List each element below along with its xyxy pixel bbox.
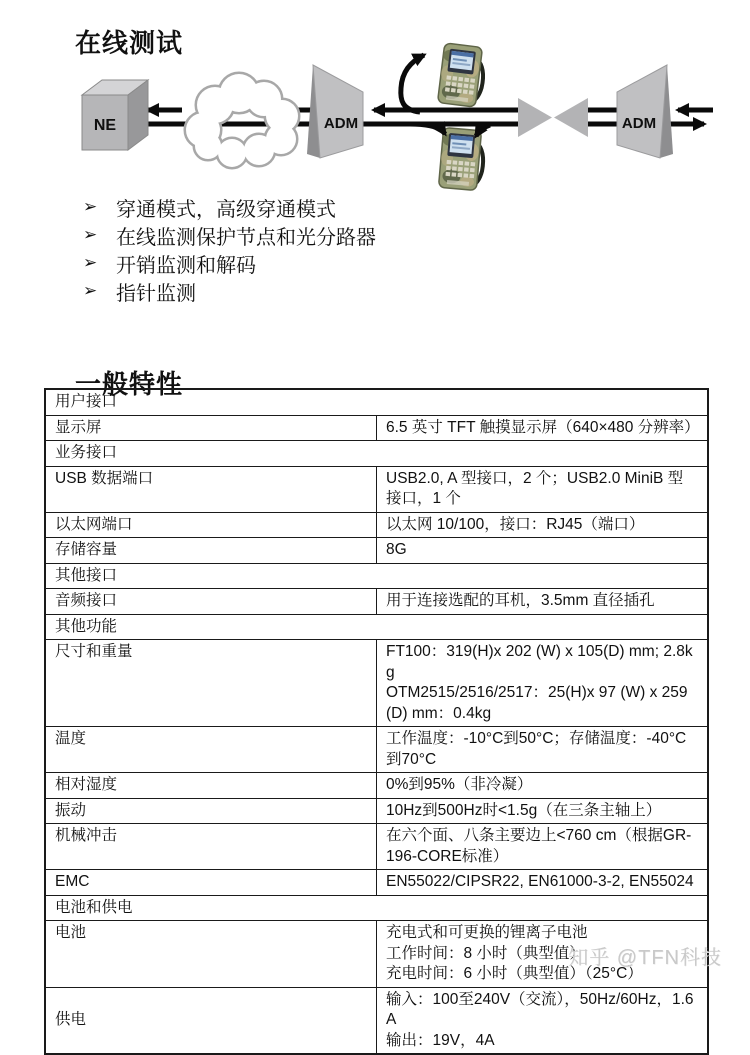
feature-text: 开销监测和解码: [116, 254, 256, 277]
feature-text: 穿通模式，高级穿通模式: [116, 198, 336, 221]
spec-value-line: 10Hz到500Hz时<1.5g（在三条主轴上）: [386, 801, 662, 819]
spec-label: 尺寸和重量: [45, 640, 377, 727]
spec-row: [45, 466, 708, 512]
adm-right-label: ADM: [621, 115, 657, 132]
topology-svg: [40, 42, 720, 212]
list-item: [83, 249, 376, 277]
spec-label: 存储容量: [45, 538, 377, 564]
handheld-tester-icon-top: [437, 43, 486, 108]
spec-label: 温度: [45, 727, 377, 773]
spec-value: [377, 987, 709, 1054]
list-item: [83, 193, 376, 221]
spec-row: [45, 870, 708, 896]
spec-value: [377, 727, 709, 773]
feature-text: 在线监测保护节点和光分路器: [116, 226, 376, 249]
spec-section-row: [45, 563, 708, 589]
spec-value: [377, 589, 709, 615]
spec-label: EMC: [45, 870, 377, 896]
spec-value-line: 用于连接选配的耳机，3.5mm 直径插孔: [386, 592, 655, 609]
network-topology-diagram: [40, 42, 720, 212]
arrow-bullet-icon: ➢: [83, 225, 98, 245]
spec-label: USB 数据端口: [45, 466, 377, 512]
spec-value-line: USB2.0, A 型接口，2 个；USB2.0 MiniB 型接口，1 个: [386, 469, 684, 507]
spec-section-row: [45, 441, 708, 467]
spec-section-label: 业务接口: [45, 441, 708, 467]
watermark: 知乎 @TFN科技: [568, 947, 722, 969]
spec-row: [45, 415, 708, 441]
spec-row: [45, 512, 708, 538]
spec-label: 显示屏: [45, 415, 377, 441]
spec-row: [45, 727, 708, 773]
feature-text: 指针监测: [116, 282, 196, 305]
list-item: [83, 277, 376, 305]
arrow-bullet-icon: ➢: [83, 281, 98, 301]
spec-value-line: 充电时间：6 小时（典型值）（25°C）: [386, 965, 643, 982]
spec-value-line: 工作时间：8 小时（典型值）: [386, 944, 585, 962]
spec-section-label: 其他功能: [45, 614, 708, 640]
network-cloud-icon: [186, 74, 298, 167]
spec-value-line: 工作温度：-10°C到50°C；存储温度：-40°C到70°C: [386, 730, 687, 768]
spec-value-line: 输入：100至240V（交流），50Hz/60Hz，1.6A: [386, 990, 694, 1028]
spec-value: [377, 512, 709, 538]
spec-value: [377, 466, 709, 512]
spec-row: [45, 798, 708, 824]
spec-value-line: EN55022/CIPSR22, EN61000-3-2, EN55024: [386, 873, 694, 890]
coupler-triangles-icon: [518, 98, 588, 137]
spec-label: 机械冲击: [45, 824, 377, 870]
spec-label: 供电: [45, 987, 377, 1054]
spec-section-row: [45, 895, 708, 921]
spec-value: [377, 415, 709, 441]
spec-value-line: 充电式和可更换的锂离子电池: [386, 924, 588, 941]
feature-list: [83, 193, 376, 305]
spec-value-line: FT100：319(H)x 202 (W) x 105(D) mm; 2.8kg: [386, 643, 693, 681]
section-heading: 一般特性: [75, 368, 184, 399]
spec-value-line: OTM2515/2516/2517：25(H)x 97 (W) x 259(D) mm：0.4kg: [386, 684, 688, 722]
spec-row: [45, 987, 708, 1054]
spec-value-line: 输出：19V，4A: [386, 1031, 495, 1049]
spec-row: [45, 773, 708, 799]
spec-section-label: 电池和供电: [45, 895, 708, 921]
spec-label: 以太网端口: [45, 512, 377, 538]
spec-value: [377, 640, 709, 727]
ne-node: [82, 80, 148, 150]
spec-row: [45, 824, 708, 870]
branch-arrow-up: [401, 55, 424, 112]
handheld-tester-icon-bottom: [438, 127, 485, 190]
spec-value-line: 6.5 英寸 TFT 触摸显示屏（640×480 分辨率）: [386, 418, 700, 436]
spec-value: [377, 773, 709, 799]
branch-arrow-down-right: [476, 125, 490, 136]
spec-section-row: [45, 389, 708, 415]
spec-value-line: 以太网 10/100，接口：RJ45（端口）: [386, 515, 645, 533]
spec-value-line: 0%到95%（非冷凝）: [386, 776, 533, 793]
list-item: [83, 221, 376, 249]
spec-label: 电池: [45, 921, 377, 988]
spec-value: [377, 824, 709, 870]
spec-label: 相对湿度: [45, 773, 377, 799]
adm-left-node: [307, 65, 363, 158]
spec-section-label: 用户接口: [45, 389, 708, 415]
spec-section-row: [45, 614, 708, 640]
page-title: 在线测试: [75, 28, 184, 59]
ne-label: NE: [93, 117, 117, 134]
spec-value: [377, 870, 709, 896]
arrow-bullet-icon: ➢: [83, 197, 98, 217]
spec-label: 音频接口: [45, 589, 377, 615]
spec-label: 振动: [45, 798, 377, 824]
arrow-bullet-icon: ➢: [83, 253, 98, 273]
spec-value: [377, 798, 709, 824]
spec-value: [377, 538, 709, 564]
spec-row: [45, 538, 708, 564]
spec-value-line: 8G: [386, 541, 407, 558]
adm-left-label: ADM: [323, 115, 359, 132]
spec-section-label: 其他接口: [45, 563, 708, 589]
spec-value-line: 在六个面、八条主要边上<760 cm（根据GR-196-CORE标准）: [386, 827, 692, 865]
spec-row: [45, 589, 708, 615]
adm-right-node: [617, 65, 673, 158]
spec-row: [45, 640, 708, 727]
